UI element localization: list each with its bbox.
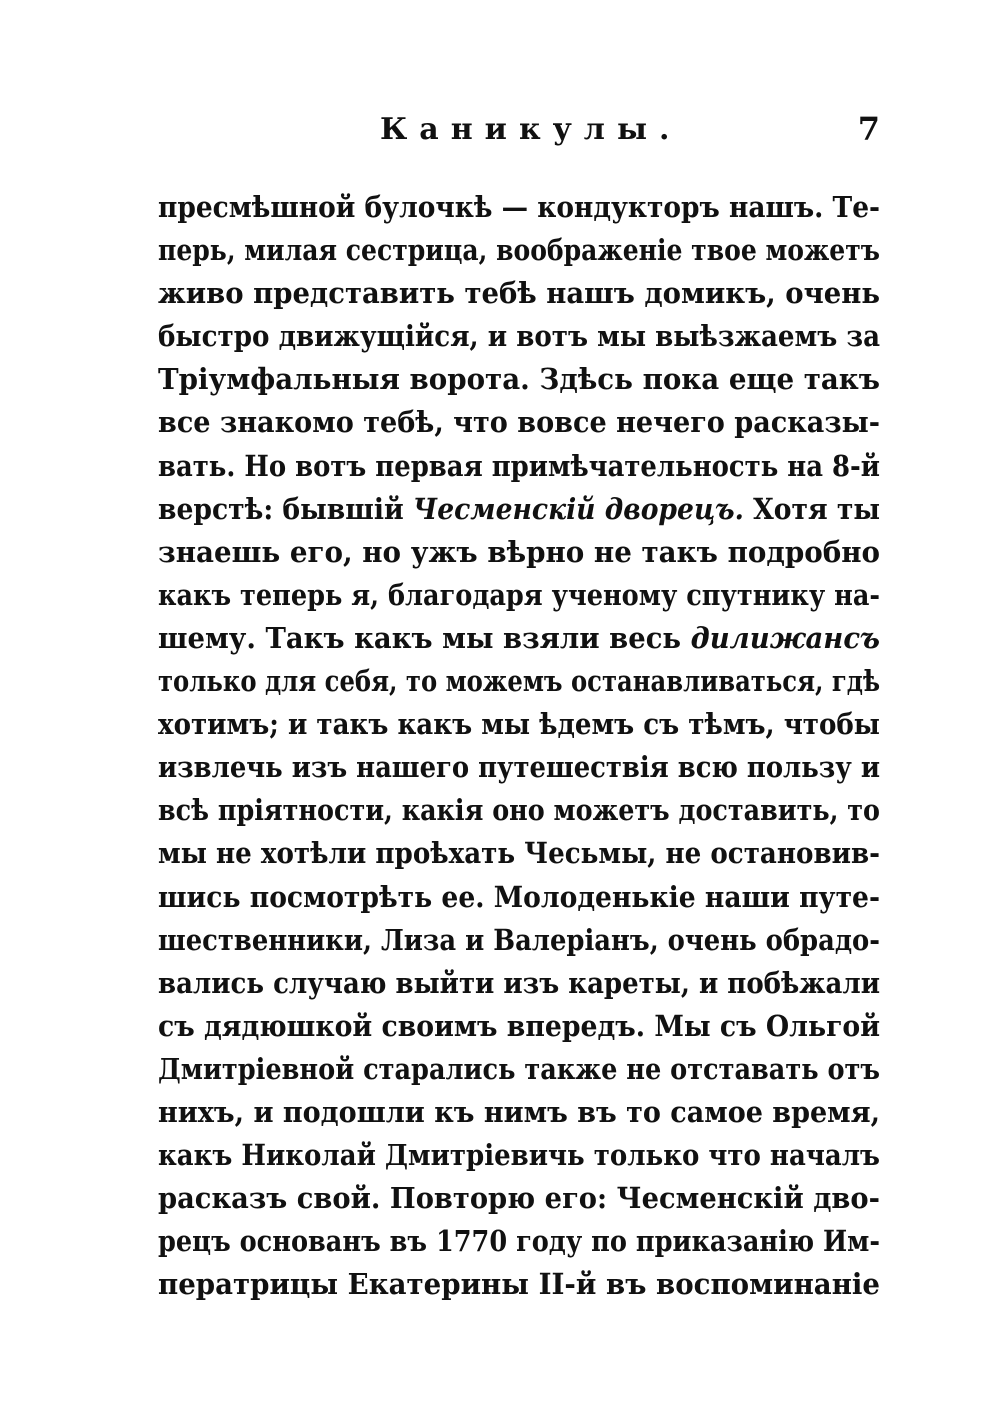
- page-number: 7: [857, 110, 880, 148]
- text-line: нихъ, и подошли къ нимъ въ то самое время,: [158, 1094, 880, 1129]
- text-line: Дмитріевной старались также не отставать отъ: [158, 1051, 880, 1086]
- text-line: шись посмотрѣть ее. Молоденькіе наши путе-: [158, 879, 880, 914]
- text-line: только для себя, то можемъ останавливаться, гдѣ: [158, 664, 880, 699]
- text-line: вались случаю выйти изъ кареты, и побѣжали: [158, 965, 880, 1000]
- italic-phrase: Чесменскій дворецъ.: [412, 491, 744, 526]
- running-head: [158, 112, 880, 152]
- text-line: все знакомо тебѣ, что вовсе нечего расказы-: [158, 405, 880, 440]
- text-line: живо представить тебѣ нашъ домикъ, очень: [158, 276, 880, 311]
- text-line: знаешь его, но ужъ вѣрно не такъ подробно: [158, 534, 880, 569]
- text-line: ператрицы Екатерины II-й въ воспоминаніе: [158, 1267, 880, 1302]
- text-line: вать. Но вотъ первая примѣчательность на 8-й: [158, 448, 880, 483]
- text-line: перь, милая сестрица, воображеніе твое можетъ: [158, 233, 880, 268]
- text-line: мы не хотѣли проѣхать Чесьмы, не остановив-: [158, 836, 880, 871]
- text-line: расказъ свой. Повторю его: Чесменскій дво-: [158, 1181, 880, 1216]
- text-line: быстро движущійся, и вотъ мы выѣзжаемъ за: [158, 319, 880, 354]
- text-line: шему. Такъ какъ мы взяли весь дилижансъ: [158, 620, 880, 655]
- text-line: пресмѣшной булочкѣ — кондукторъ нашъ. Те-: [158, 190, 880, 224]
- text-line: шественники, Лиза и Валеріанъ, очень обрадо-: [158, 922, 880, 957]
- text-line: извлечь изъ нашего путешествія всю пользу и: [158, 750, 880, 785]
- text-line: какъ теперь я, благодаря ученому спутнику на-: [158, 577, 880, 612]
- italic-phrase: дилижансъ: [690, 620, 880, 655]
- text-line: съ дядюшкой своимъ впередъ. Мы съ Ольгой: [158, 1008, 880, 1043]
- body-text: [158, 186, 880, 1306]
- text-line: верстѣ: бывшій Чесменскій дворецъ. Хотя ты: [158, 491, 880, 526]
- text-line: Тріумфальныя ворота. Здѣсь пока еще такъ: [158, 362, 880, 397]
- text-line: всѣ пріятности, какія оно можетъ доставить, то: [158, 793, 880, 828]
- running-head-title: Каникулы.: [380, 112, 682, 147]
- text-line: какъ Николай Дмитріевичь только что началъ: [158, 1138, 880, 1173]
- text-line: хотимъ; и такъ какъ мы ѣдемъ съ тѣмъ, чтобы: [158, 707, 880, 742]
- text-line: рецъ основанъ въ 1770 году по приказанію Им-: [158, 1224, 880, 1259]
